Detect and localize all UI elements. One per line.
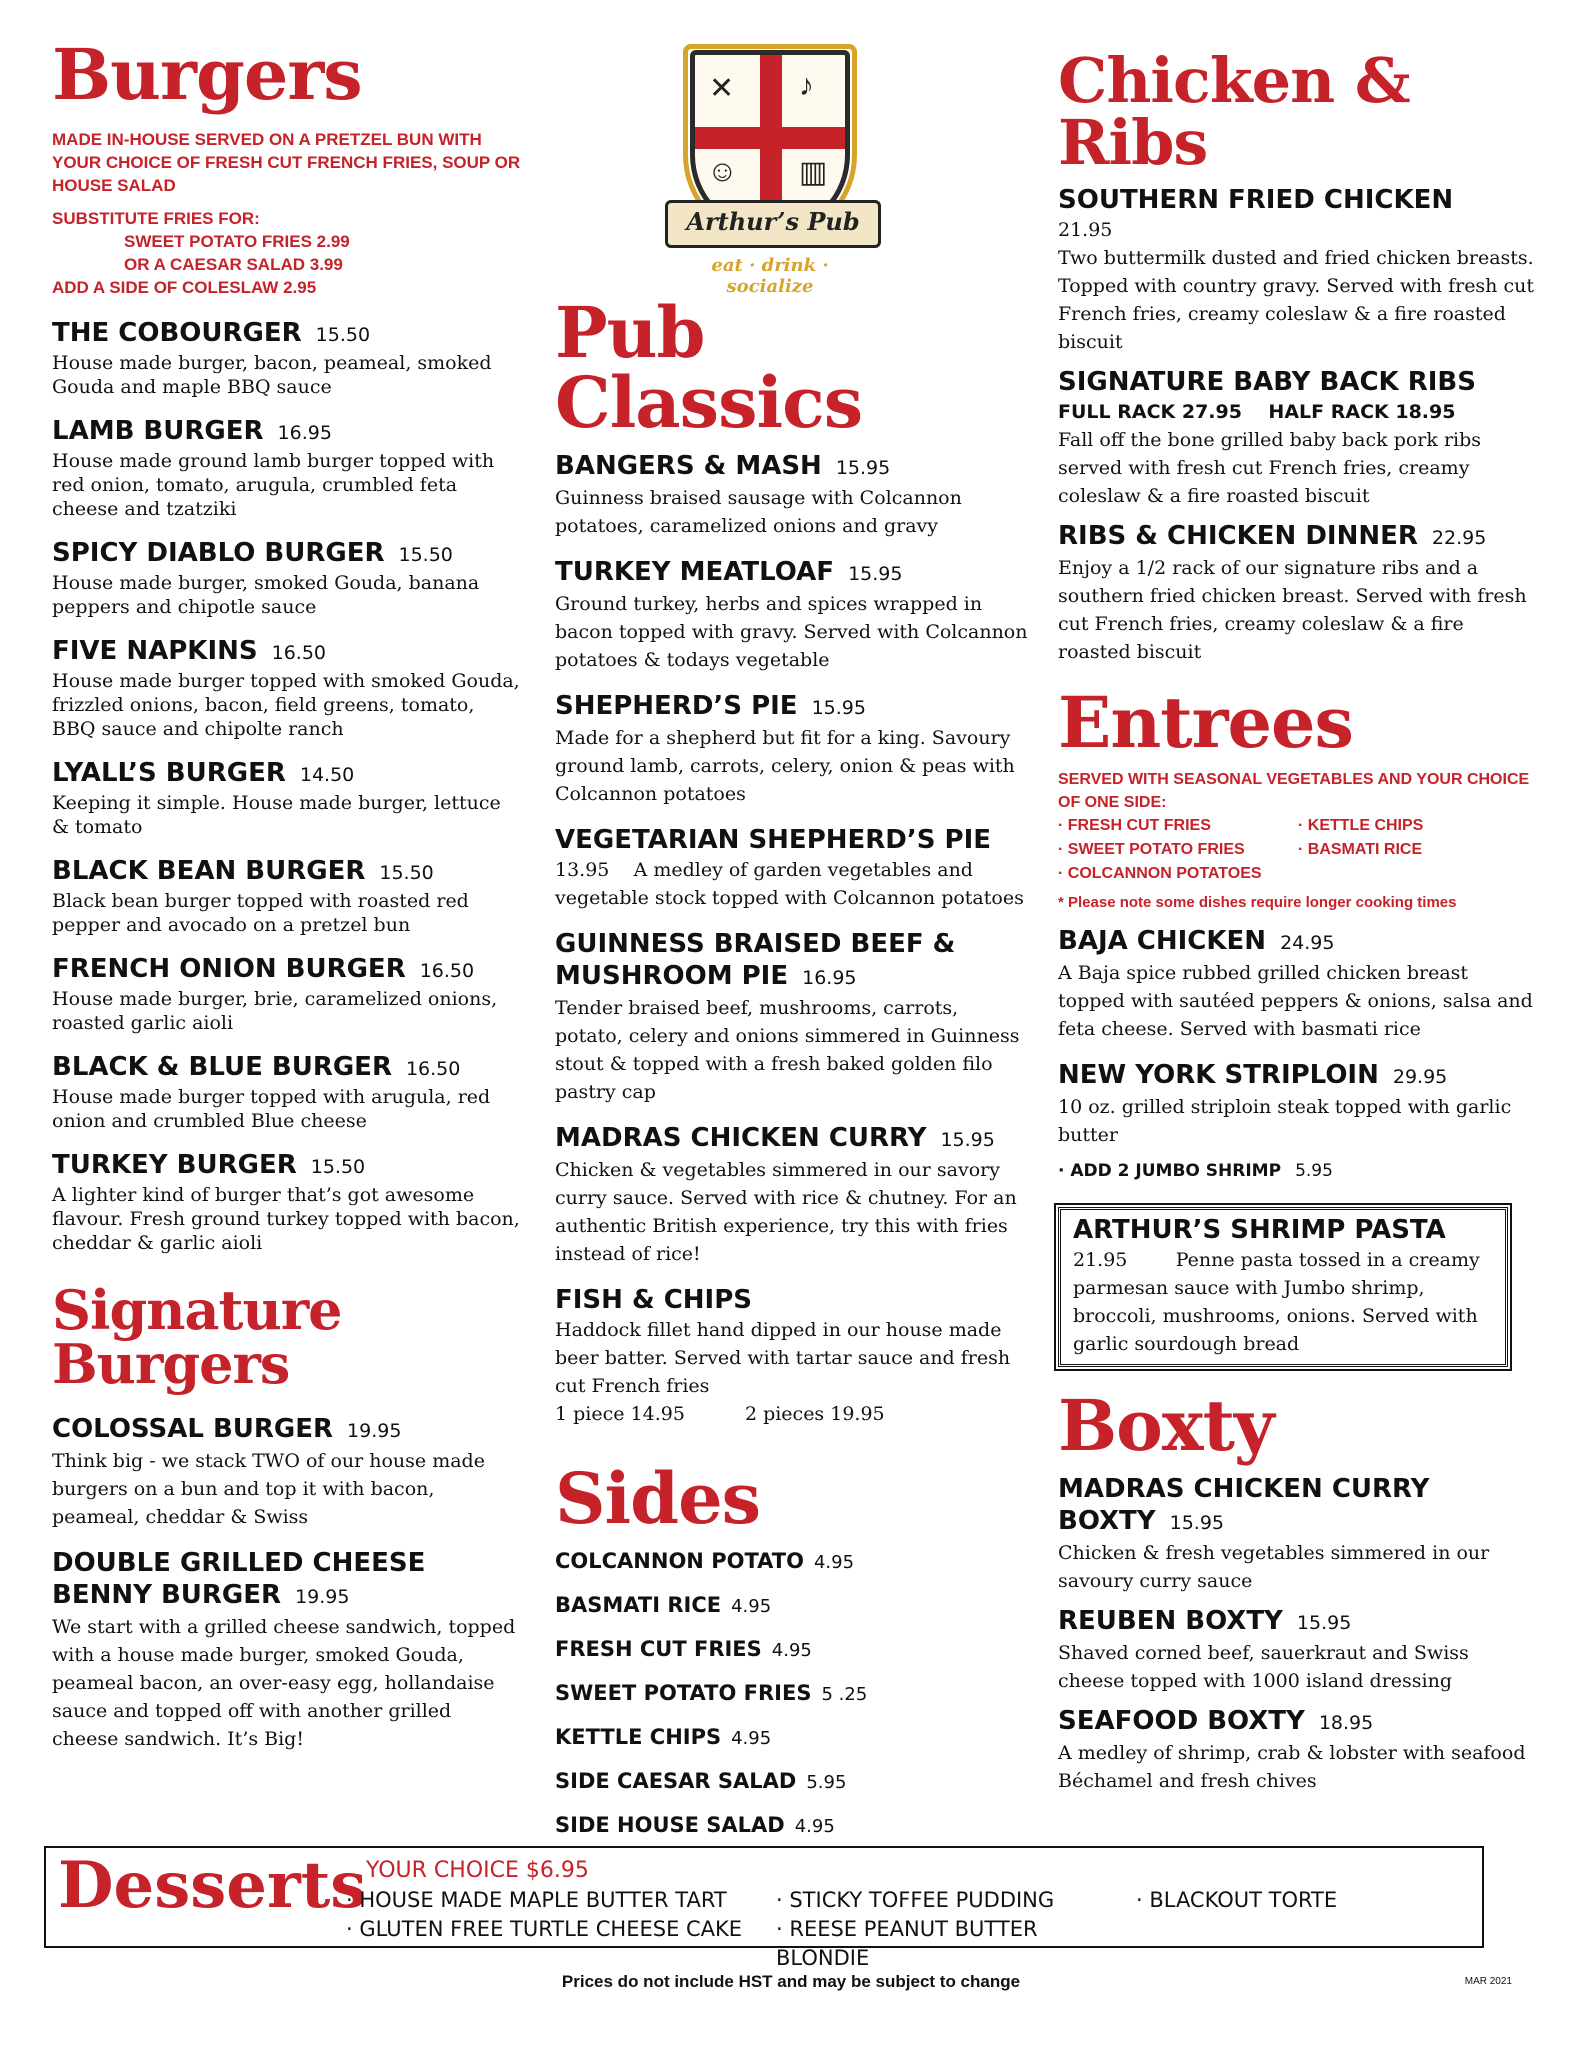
cross-horizontal (695, 127, 845, 149)
side-price: 5.95 (806, 1772, 847, 1793)
entree-side-options (1058, 814, 1538, 886)
item-name: SEAFOOD BOXTY (1058, 1706, 1305, 1736)
item-name: BAJA CHICKEN (1058, 926, 1267, 956)
add-coleslaw: ADD A SIDE OF COLESLAW 2.95 (52, 278, 317, 297)
item-price: 15.50 (398, 544, 453, 566)
item-price: 15.95 (835, 457, 891, 479)
sides-title: Sides (555, 1457, 761, 1540)
item-name: ARTHUR’S SHRIMP PASTA (1073, 1215, 1446, 1245)
menu-item (52, 757, 522, 839)
item-name: RIBS & CHICKEN DINNER (1058, 521, 1418, 551)
item-description: House made burger, bacon, peameal, smoked Gouda and maple BBQ sauce (52, 352, 492, 398)
side-price: 4.95 (731, 1596, 772, 1617)
menu-item (52, 317, 522, 399)
item-name: FRENCH ONION BURGER (52, 954, 406, 984)
menu-item (1058, 366, 1538, 510)
item-name: BLACK BEAN BURGER (52, 856, 366, 886)
item-description: Chicken & fresh vegetables simmered in our savoury curry sauce (1058, 1542, 1490, 1592)
item-price: 13.95 (555, 859, 610, 881)
menu-item (52, 1051, 522, 1133)
menu-item (52, 1547, 522, 1753)
item-name: NEW YORK STRIPLOIN (1058, 1060, 1379, 1090)
item-name: LYALL’S BURGER (52, 758, 286, 788)
menu-item (1058, 184, 1538, 356)
list-item (555, 1804, 1030, 1848)
beer-mug-icon: ▥ (799, 156, 828, 189)
side-price: 5 .25 (821, 1684, 868, 1705)
item-price: 16.50 (405, 1058, 461, 1080)
guitar-icon: ♪ (799, 69, 814, 102)
substitute-heading: SUBSTITUTE FRIES FOR: (52, 209, 260, 228)
item-name: SOUTHERN FRIED CHICKEN (1058, 185, 1454, 215)
item-name: TURKEY MEATLOAF (555, 557, 835, 587)
list-item (555, 1584, 1030, 1628)
addon-label: · ADD 2 JUMBO SHRIMP (1058, 1161, 1282, 1181)
item-description: Ground turkey, herbs and spices wrapped in bacon topped with gravy. Served with Colcannon potatoes & todays vegetable (555, 593, 1028, 671)
side-name: SIDE CAESAR SALAD (555, 1769, 797, 1793)
item-name: BLACK & BLUE BURGER (52, 1052, 392, 1082)
item-price-option: 2 pieces 19.95 (744, 1403, 885, 1425)
item-price: 15.95 (940, 1129, 995, 1151)
item-price: 21.95 (1058, 219, 1113, 241)
item-description: We start with a grilled cheese sandwich, topped with a house made burger, smoked Gouda, peameal bacon, an over-easy egg, hollandaise sauce and topped off with another grilled cheese sandwich. It’s Big! (52, 1616, 516, 1750)
side-price: 4.95 (813, 1552, 855, 1573)
menu-item (52, 953, 522, 1035)
full-rack-price: FULL RACK 27.95 (1058, 401, 1242, 423)
side-price: 4.95 (731, 1728, 772, 1749)
item-price-option: 1 piece 14.95 (555, 1403, 685, 1425)
item-price: 14.50 (299, 764, 355, 786)
desserts-price: YOUR CHOICE $6.95 (366, 1858, 589, 1883)
item-description: Made for a shepherd but fit for a king. Savoury ground lamb, carrots, celery, onion & peas with Colcannon potatoes (555, 727, 1015, 805)
menu-item (1058, 1059, 1538, 1183)
item-name: FIVE NAPKINS (52, 636, 258, 666)
item-description: Haddock fillet hand dipped in our house made beer batter. Served with tartar sauce and fresh cut French fries (555, 1319, 1011, 1397)
item-description: Two buttermilk dusted and fried chicken breasts. Topped with country gravy. Served with fresh cut French fries, creamy coleslaw & a fire roasted biscuit (1058, 247, 1534, 353)
item-description: A medley of garden vegetables and vegetable stock topped with Colcannon potatoes (555, 859, 1024, 909)
menu-item (1058, 925, 1538, 1043)
item-description: Chicken & vegetables simmered in our savory curry sauce. Served with rice & chutney. For an authentic British experience, try this with fries instead of rice! (555, 1159, 1017, 1265)
side-name: SIDE HOUSE SALAD (555, 1813, 785, 1837)
item-price: 21.95 (1073, 1249, 1128, 1271)
item-price: 16.50 (419, 960, 475, 982)
list-item (555, 1760, 1030, 1804)
item-name: SPICY DIABLO BURGER (52, 538, 385, 568)
item-description: Fall off the bone grilled baby back pork ribs served with fresh cut French fries, creamy coleslaw & a fire roasted biscuit (1058, 429, 1482, 507)
logo-tagline: eat · drink · socialize (711, 255, 829, 297)
menu-item (1058, 1605, 1538, 1695)
sides-list (555, 1540, 1030, 1848)
item-description: 10 oz. grilled striploin steak topped with garlic butter (1058, 1096, 1512, 1146)
menu-item (52, 415, 522, 521)
item-name: REUBEN BOXTY (1058, 1606, 1283, 1636)
item-name: VEGETARIAN SHEPHERD’S PIE (555, 825, 992, 855)
item-price: 24.95 (1280, 932, 1335, 954)
menu-item (555, 690, 1030, 808)
menu-date: MAR 2021 (1464, 1976, 1512, 1987)
item-description: House made burger topped with arugula, red onion and crumbled Blue cheese (52, 1086, 491, 1132)
desserts-list (346, 1886, 1436, 1973)
item-description: Tender braised beef, mushrooms, carrots, potato, celery and onions simmered in Guinness stout & topped with a fresh baked golden filo pastry cap (555, 997, 1020, 1103)
menu-item (555, 1284, 1030, 1428)
menu-item (52, 537, 522, 619)
list-item (555, 1540, 1030, 1584)
item-description: House made burger, smoked Gouda, banana peppers and chipotle sauce (52, 572, 480, 618)
item-description: A medley of shrimp, crab & lobster with seafood Béchamel and fresh chives (1058, 1742, 1526, 1792)
logo-banner: Arthur’s Pub (665, 200, 881, 248)
item-description: Black bean burger topped with roasted red pepper and avocado on a pretzel bun (52, 890, 469, 936)
side-name: BASMATI RICE (555, 1593, 722, 1617)
chicken-ribs-title: Chicken & Ribs (1058, 44, 1410, 179)
menu-item (52, 855, 522, 937)
item-price: 15.95 (1296, 1612, 1352, 1634)
side-name: FRESH CUT FRIES (555, 1637, 762, 1661)
right-column (1058, 44, 1538, 1795)
item-description: Keeping it simple. House made burger, lettuce & tomato (52, 792, 501, 838)
item-name: SIGNATURE BABY BACK RIBS (1058, 367, 1476, 397)
item-price: 15.95 (1169, 1512, 1225, 1534)
menu-item (1058, 520, 1538, 666)
item-price: 16.95 (802, 967, 857, 989)
item-price: 16.50 (271, 642, 327, 664)
menu-item (52, 1149, 522, 1255)
menu-item (555, 450, 1030, 540)
menu-item (1058, 1705, 1538, 1795)
item-name: THE COBOURGER (52, 318, 302, 348)
menu-item (555, 556, 1030, 674)
item-name: LAMB BURGER (52, 416, 264, 446)
burgers-title: Burgers (52, 33, 362, 116)
side-name: KETTLE CHIPS (555, 1725, 722, 1749)
item-name: BENNY BURGER (52, 1580, 282, 1610)
menu-item (555, 928, 1030, 1106)
list-item (555, 1672, 1030, 1716)
item-name: BOXTY (1058, 1506, 1156, 1536)
jester-face-icon: ☺ (707, 155, 738, 188)
item-price: 19.95 (347, 1420, 402, 1442)
cooking-time-note: * Please note some dishes require longer cooking times (1058, 894, 1457, 911)
list-item (555, 1716, 1030, 1760)
addon-price: 5.95 (1295, 1161, 1333, 1181)
burgers-note: MADE IN-HOUSE SERVED ON A PRETZEL BUN WITH YOUR CHOICE OF FRESH CUT FRENCH FRIES, SOUP OR HOUSE SALAD (52, 130, 521, 195)
footer-note: Prices do not include HST and may be subject to change (561, 1972, 1021, 1991)
side-price: 4.95 (794, 1816, 835, 1837)
dessert-item: · GLUTEN FREE TURTLE CHEESE CAKE (346, 1917, 743, 1941)
dessert-item: · HOUSE MADE MAPLE BUTTER TART (346, 1888, 727, 1912)
item-name: MADRAS CHICKEN CURRY (1058, 1474, 1430, 1504)
item-price: 16.95 (277, 422, 332, 444)
list-item (555, 1628, 1030, 1672)
item-description: Penne pasta tossed in a creamy parmesan sauce with Jumbo shrimp, broccoli, mushrooms, onions. Served with garlic sourdough bread (1073, 1249, 1480, 1355)
item-name: SHEPHERD’S PIE (555, 691, 798, 721)
item-name: GUINNESS BRAISED BEEF & (555, 929, 956, 959)
item-description: House made ground lamb burger topped with red onion, tomato, arugula, crumbled feta cheese and tzatziki (52, 450, 495, 520)
item-description: Think big - we stack TWO of our house made burgers on a bun and top it with bacon, peameal, cheddar & Swiss (52, 1450, 485, 1528)
item-price: 15.95 (848, 563, 903, 585)
dessert-item: · REESE PEANUT BUTTER BLONDIE (776, 1917, 1038, 1970)
menu-item (555, 1122, 1030, 1268)
item-name: BANGERS & MASH (555, 451, 822, 481)
entrees-title: Entrees (1058, 681, 1353, 764)
item-description: A lighter kind of burger that’s got awesome flavour. Fresh ground turkey topped with bacon, cheddar & garlic aioli (52, 1184, 520, 1254)
side-price: 4.95 (771, 1640, 812, 1661)
desserts-title: Desserts (58, 1848, 367, 1923)
item-name: MADRAS CHICKEN CURRY (555, 1123, 927, 1153)
half-rack-price: HALF RACK 18.95 (1268, 401, 1456, 423)
item-price: 15.50 (310, 1156, 366, 1178)
dessert-item: · STICKY TOFFEE PUDDING (776, 1888, 1055, 1912)
item-description: Guinness braised sausage with Colcannon potatoes, caramelized onions and gravy (555, 487, 962, 537)
item-name: DOUBLE GRILLED CHEESE (52, 1548, 426, 1578)
item-price: 15.95 (811, 697, 866, 719)
menu-item (555, 824, 1030, 912)
item-description: House made burger, brie, caramelized onions, roasted garlic aioli (52, 988, 498, 1034)
item-description: Enjoy a 1/2 rack of our signature ribs and a southern fried chicken breast. Served with fresh cut French fries, creamy coleslaw & a fire roasted biscuit (1058, 557, 1527, 663)
substitute-option-1: SWEET POTATO FRIES 2.99 (124, 232, 350, 251)
middle-column (555, 50, 1030, 1848)
item-name: TURKEY BURGER (52, 1150, 297, 1180)
side-name: COLCANNON POTATO (555, 1549, 804, 1573)
side-name: SWEET POTATO FRIES (555, 1681, 812, 1705)
item-name: FISH & CHIPS (555, 1285, 752, 1315)
menu-item (52, 1413, 522, 1531)
item-price: 15.50 (315, 324, 371, 346)
entrees-note: SERVED WITH SEASONAL VEGETABLES AND YOUR CHOICE OF ONE SIDE: (1058, 771, 1530, 811)
item-price: 22.95 (1431, 527, 1487, 549)
side-option: · COLCANNON POTATOES (1058, 865, 1262, 882)
item-name: MUSHROOM PIE (555, 961, 789, 991)
left-column (52, 33, 522, 1753)
item-description: House made burger topped with smoked Gouda, frizzled onions, bacon, field greens, tomato, BBQ sauce and chipolte ranch (52, 670, 520, 740)
side-option: · SWEET POTATO FRIES (1058, 841, 1245, 858)
shrimp-pasta-box (1058, 1207, 1508, 1367)
item-price: 19.95 (295, 1586, 350, 1608)
item-description: A Baja spice rubbed grilled chicken breast topped with sautéed peppers & onions, salsa and feta cheese. Served with basmati rice (1058, 962, 1533, 1040)
item-price: 18.95 (1318, 1712, 1374, 1734)
item-price: 29.95 (1392, 1066, 1448, 1088)
boxty-title: Boxty (1058, 1384, 1274, 1467)
side-option: · BASMATI RICE (1298, 841, 1423, 858)
side-option: · FRESH CUT FRIES (1058, 817, 1211, 834)
menu-item (1058, 1473, 1538, 1595)
item-name: COLOSSAL BURGER (52, 1414, 334, 1444)
pub-classics-title: Pub Classics (555, 291, 863, 444)
substitute-option-2: OR A CAESAR SALAD 3.99 (124, 255, 343, 274)
item-price: 15.50 (379, 862, 434, 884)
menu-item (52, 635, 522, 741)
desserts-box (44, 1846, 1484, 1970)
dessert-item: · BLACKOUT TORTE (1136, 1888, 1338, 1912)
fork-knife-icon: ✕ (709, 72, 735, 105)
arthurs-pub-logo (665, 50, 875, 297)
side-option: · KETTLE CHIPS (1298, 817, 1424, 834)
signature-burgers-title: Signature Burgers (52, 1278, 342, 1396)
item-description: Shaved corned beef, sauerkraut and Swiss cheese topped with 1000 island dressing (1058, 1642, 1469, 1692)
